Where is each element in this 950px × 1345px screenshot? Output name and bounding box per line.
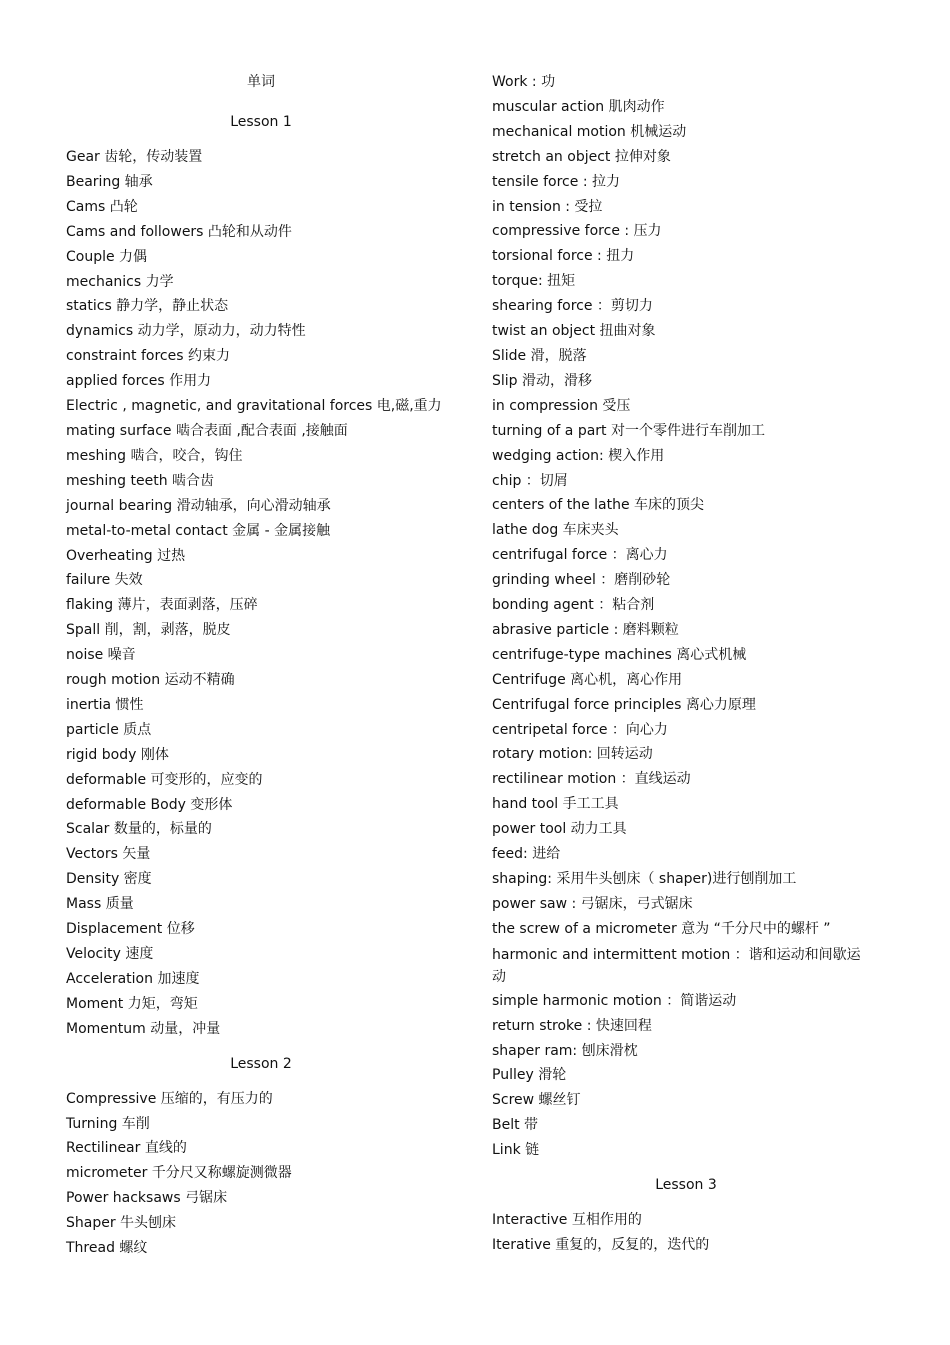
vocab-entry: Iterative 重复的，反复的，迭代的 xyxy=(492,1236,710,1253)
vocab-entry: Couple 力偶 xyxy=(66,248,148,265)
vocab-entry: noise 噪音 xyxy=(66,647,136,664)
vocab-entry: twist an object 扭曲对象 xyxy=(492,323,656,340)
vocab-entry: centers of the lathe 车床的顶尖 xyxy=(492,497,705,514)
vocab-entry: Work : 功 xyxy=(492,74,556,90)
vocab-entry: lathe dog 车床夹头 xyxy=(492,522,619,539)
vocab-entry: mating surface 啮合表面 ,配合表面 ,接触面 xyxy=(66,422,348,439)
vocab-entry: power saw : 弓锯床，弓式锯床 xyxy=(492,895,693,912)
vocab-entry: feed: 进给 xyxy=(492,846,561,863)
vocab-entry: grinding wheel ：磨削砂轮 xyxy=(492,572,671,589)
vocab-entry: shearing force ：剪切力 xyxy=(492,298,653,315)
vocab-entry: Shaper 牛头刨床 xyxy=(66,1215,177,1232)
vocab-entry: muscular action 肌肉动作 xyxy=(492,98,665,115)
vocab-entry: Belt 带 xyxy=(492,1117,539,1134)
vocab-entry: applied forces 作用力 xyxy=(66,373,212,390)
vocab-entry: hand tool 手工工具 xyxy=(492,796,619,813)
vocab-entry: Displacement 位移 xyxy=(66,921,195,938)
vocab-entry: chip ：切屑 xyxy=(492,472,568,489)
vocab-entry: return stroke : 快速回程 xyxy=(492,1017,652,1034)
vocab-entry: rough motion 运动不精确 xyxy=(66,672,235,689)
vocab-entry: Screw 螺丝钉 xyxy=(492,1092,581,1109)
lesson-2-list xyxy=(66,1087,466,1261)
vocab-entry: Gear 齿轮，传动装置 xyxy=(66,149,203,165)
vocab-entry: Density 密度 xyxy=(66,871,152,888)
vocab-entry: Mass 质量 xyxy=(66,896,134,913)
vocab-entry: deformable Body 变形体 xyxy=(66,796,233,813)
vocab-entry: in tension : 受拉 xyxy=(492,198,603,215)
vocab-entry: Velocity 速度 xyxy=(66,946,154,962)
vocab-entry: in compression 受压 xyxy=(492,397,631,414)
vocab-entry: the screw of a micrometer 意为 “千分尺中的螺杆 ” xyxy=(492,920,831,937)
vocab-entry: centrifuge-type machines 离心式机械 xyxy=(492,646,747,663)
vocab-entry: torque: 扭矩 xyxy=(492,273,576,290)
vocab-entry: Electric , magnetic, and gravitational forces 电,磁,重力 xyxy=(66,398,442,415)
vocab-entry: mechanical motion 机械运动 xyxy=(492,123,687,140)
vocab-entry: abrasive particle : 磨料颗粒 xyxy=(492,621,679,638)
vocab-entry: rigid body 刚体 xyxy=(66,746,169,763)
vocab-entry-wrapped: harmonic and intermittent motion ：谐和运动和间歇运动 xyxy=(492,946,861,985)
vocab-entry: Cams and followers 凸轮和从动件 xyxy=(66,223,292,240)
lesson-1-list xyxy=(66,145,466,1042)
vocab-entry: statics 静力学，静止状态 xyxy=(66,298,229,315)
lesson-1-heading: Lesson 1 xyxy=(230,114,292,130)
lesson-3-list xyxy=(492,1208,892,1258)
vocab-entry: turning of a part 对一个零件进行车削加工 xyxy=(492,422,765,439)
vocab-entry: power tool 动力工具 xyxy=(492,821,627,838)
vocab-entry: deformable 可变形的，应变的 xyxy=(66,771,263,788)
vocab-entry: journal bearing 滑动轴承，向心滑动轴承 xyxy=(66,497,331,514)
vocab-entry: stretch an object 拉伸对象 xyxy=(492,148,671,165)
vocab-entry: Centrifugal force principles 离心力原理 xyxy=(492,696,756,713)
vocab-entry: Rectilinear 直线的 xyxy=(66,1140,187,1157)
vocab-entry: centripetal force ：向心力 xyxy=(492,721,668,738)
vocab-entry: metal-to-metal contact 金属 - 金属接触 xyxy=(66,522,331,539)
lesson-2-continued-list xyxy=(492,70,892,942)
vocab-entry: compressive force : 压力 xyxy=(492,223,662,240)
vocab-entry: tensile force : 拉力 xyxy=(492,173,620,190)
vocab-entry: dynamics 动力学，原动力，动力特性 xyxy=(66,323,306,340)
vocab-entry: Pulley 滑轮 xyxy=(492,1067,567,1084)
vocab-entry: Cams 凸轮 xyxy=(66,198,138,215)
vocab-entry: Turning 车削 xyxy=(66,1115,150,1132)
vocab-entry: rectilinear motion ：直线运动 xyxy=(492,771,691,788)
vocab-entry: Compressive 压缩的，有压力的 xyxy=(66,1090,273,1107)
vocab-entry: particle 质点 xyxy=(66,721,152,738)
vocab-entry: Momentum 动量，冲量 xyxy=(66,1020,221,1037)
vocab-entry: Link 链 xyxy=(492,1142,540,1159)
vocab-entry: Overheating 过热 xyxy=(66,547,186,564)
vocab-entry: Thread 螺纹 xyxy=(66,1240,148,1257)
vocab-entry: mechanics 力学 xyxy=(66,273,174,290)
vocab-entry: inertia 惯性 xyxy=(66,696,144,713)
right-column xyxy=(492,70,892,1258)
vocab-entry: Acceleration 加速度 xyxy=(66,970,200,987)
vocab-entry: micrometer 千分尺又称螺旋测微器 xyxy=(66,1165,292,1182)
page-title: 单词 xyxy=(247,74,275,90)
left-column xyxy=(66,70,466,1261)
vocab-entry: shaper ram: 刨床滑枕 xyxy=(492,1042,638,1059)
vocab-entry: Bearing 轴承 xyxy=(66,173,153,190)
vocab-entry: bonding agent ：粘合剂 xyxy=(492,597,655,614)
vocab-entry: Scalar 数量的，标量的 xyxy=(66,821,212,838)
vocab-entry: Moment 力矩，弯矩 xyxy=(66,995,198,1012)
vocab-entry: Interactive 互相作用的 xyxy=(492,1212,642,1229)
vocab-entry: Centrifuge 离心机，离心作用 xyxy=(492,671,683,688)
vocab-entry: meshing teeth 啮合齿 xyxy=(66,472,215,489)
vocab-entry: Slide 滑，脱落 xyxy=(492,347,587,364)
vocab-entry: simple harmonic motion ：简谐运动 xyxy=(492,992,737,1009)
lesson-3-heading: Lesson 3 xyxy=(655,1177,717,1194)
vocab-entry: wedging action: 楔入作用 xyxy=(492,447,665,464)
vocab-entry: Power hacksaws 弓锯床 xyxy=(66,1190,228,1207)
vocab-entry: flaking 薄片，表面剥落，压碎 xyxy=(66,597,258,614)
vocab-entry: shaping: 采用牛头刨床（ shaper)进行刨削加工 xyxy=(492,871,797,887)
vocab-entry: failure 失效 xyxy=(66,572,143,589)
vocab-entry: Spall 削，割，剥落，脱皮 xyxy=(66,622,231,639)
vocab-entry: Vectors 矢量 xyxy=(66,846,151,863)
vocab-entry: Slip 滑动，滑移 xyxy=(492,372,593,389)
vocab-entry: rotary motion: 回转运动 xyxy=(492,746,653,763)
lesson-2-continued-list-2 xyxy=(492,989,892,1163)
vocab-entry: constraint forces 约束力 xyxy=(66,348,230,365)
vocab-entry: centrifugal force ：离心力 xyxy=(492,547,668,564)
lesson-2-heading: Lesson 2 xyxy=(230,1055,292,1072)
vocab-entry: torsional force : 扭力 xyxy=(492,248,635,265)
vocab-entry: meshing 啮合，咬合，钩住 xyxy=(66,447,243,464)
